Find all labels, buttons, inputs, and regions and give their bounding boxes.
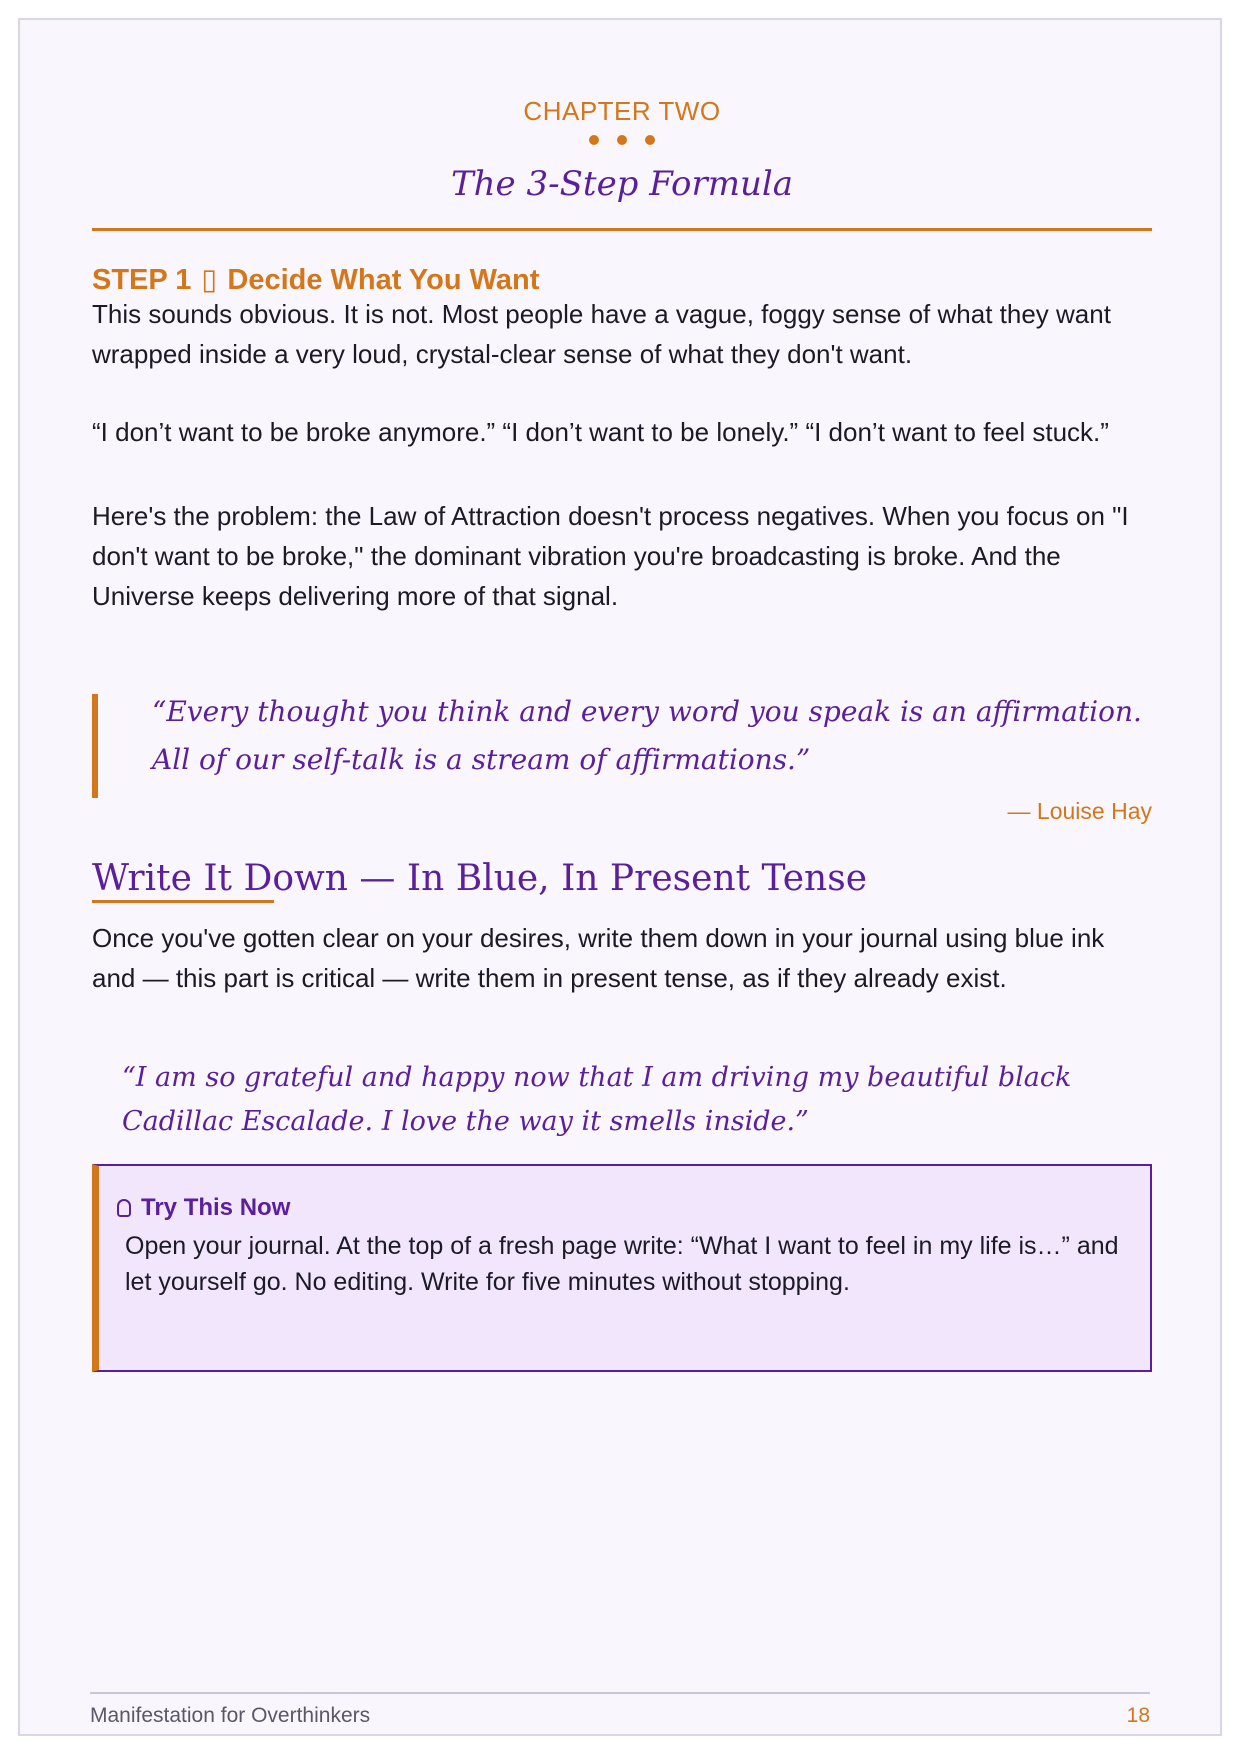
step-title: Decide What You Want: [227, 264, 540, 296]
blockquote: [92, 694, 1152, 798]
try-this-callout: [92, 1164, 1152, 1372]
chapter-title: The 3-Step Formula: [450, 164, 793, 204]
callout-body: Open your journal. At the top of a fresh page write: “What I want to feel in my life is…” and let yourself go. No editing. Write for five minutes without stopping.: [125, 1232, 1119, 1296]
section-title-underline: [92, 900, 274, 903]
step-1-heading: [92, 262, 1152, 297]
chapter-label: CHAPTER TWO: [523, 96, 721, 126]
callout-title: [117, 1194, 290, 1222]
section-title: Write It Down — In Blue, In Present Tense: [92, 858, 868, 899]
paragraph-3: Here's the problem: the Law of Attraction doesn't process negatives. When you focus on "I don't want to be broke," the dominant vibration you're broadcasting is broke. And the Universe keeps delivering more of that signal.: [92, 501, 1129, 611]
step-separator-icon: ▯: [201, 264, 218, 296]
affirmation-example: “I am so grateful and happy now that I am driving my beautiful black Cadillac Escalade. I love the way it smells inside.”: [122, 1062, 1072, 1137]
lightbulb-icon: [117, 1199, 131, 1217]
callout-title-text: Try This Now: [141, 1194, 291, 1221]
quote-text: “Every thought you think and every word you speak is an affirmation. All of our self-talk is a stream of affirmations.”: [152, 695, 1142, 776]
footer-book-title: Manifestation for Overthinkers: [90, 1704, 371, 1727]
decorative-dots: [92, 132, 1152, 150]
page: [18, 18, 1222, 1736]
quote-attribution: — Louise Hay: [1007, 798, 1152, 824]
footer-divider: [90, 1692, 1150, 1694]
step-label: STEP 1: [92, 264, 192, 296]
negative-examples: “I don’t want to be broke anymore.” “I don’t want to be lonely.” “I don’t want to feel stuck.”: [92, 417, 1109, 447]
chapter-divider: [92, 228, 1152, 231]
paragraph-4: Once you've gotten clear on your desires, write them down in your journal using blue ink and — this part is critical — write them in present tense, as if they already exist.: [92, 923, 1105, 993]
footer-page-number: 18: [1126, 1704, 1150, 1727]
paragraph-1: This sounds obvious. It is not. Most people have a vague, foggy sense of what they want wrapped inside a very loud, crystal-clear sense of what they don't want.: [92, 299, 1111, 369]
